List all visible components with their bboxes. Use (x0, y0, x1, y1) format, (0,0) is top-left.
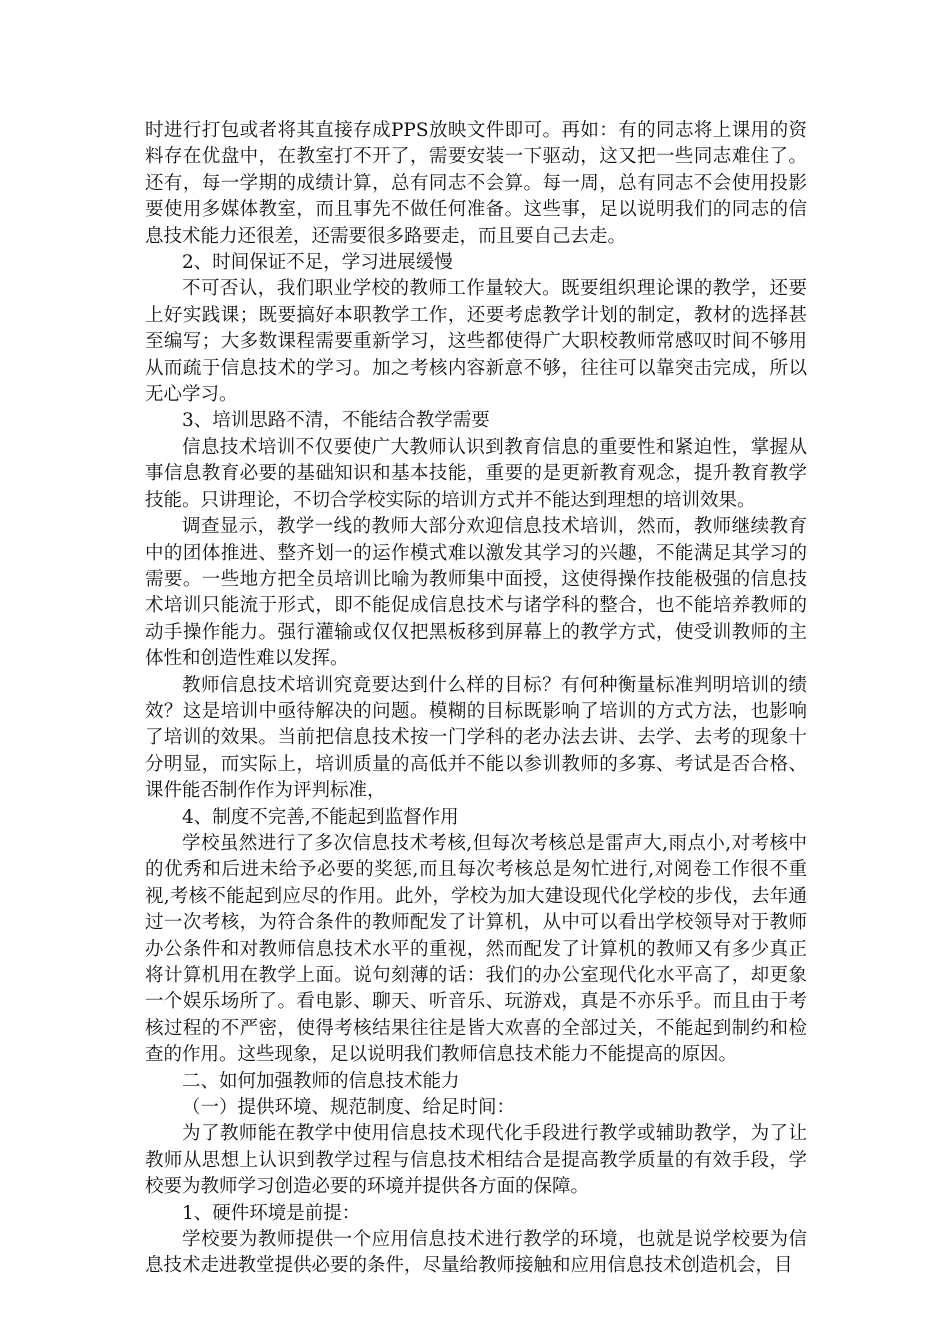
body-paragraph: 信息技术培训不仅要使广大教师认识到教育信息的重要性和紧迫性，掌握从事信息教育必要的基础知识和基本技能，重要的是更新教育观念，提升教育教学技能。只讲理论，不切合学校实际的培训方式并不能达到理想的培训效果。 (145, 436, 807, 511)
section-heading: 3、培训思路不清，不能结合教学需要 (182, 410, 490, 432)
body-paragraph: 学校要为教师提供一个应用信息技术进行教学的环境，也就是说学校要为信息技术走进教堂提供必要的条件，尽量给教师接触和应用信息技术创造机会，目 (145, 1229, 807, 1277)
body-paragraph: 为了教师能在教学中使用信息技术现代化手段进行教学或辅助教学，为了让教师从思想上认识到教学过程与信息技术相结合是提高教学质量的有效手段，学校要为教师学习创造必要的环境并提供各方面的保障。 (145, 1123, 807, 1198)
section-heading: 1、硬件环境是前提： (182, 1202, 361, 1224)
body-paragraph: 不可否认，我们职业学校的教师工作量较大。既要组织理论课的教学，还要上好实践课；既要搞好本职教学工作，还要考虑教学计划的制定，教材的选择甚至编写；大多数课程需要重新学习，这些都使得广大职校教师常感叹时间不够用从而疏于信息技术的学习。加之考核内容新意不够，往往可以靠突击完成，所以无心学习。 (145, 278, 807, 406)
body-paragraph: 调查显示，教学一线的教师大部分欢迎信息技术培训，然而，教师继续教育中的团体推进、整齐划一的运作模式难以激发其学习的兴趣，不能满足其学习的需要。一些地方把全员培训比喻为教师集中面授，这使得操作技能极强的信息技术培训只能流于形式，即不能促成信息技术与诸学科的整合，也不能培养教师的动手操作能力。强行灌输或仅仅把黑板移到屏幕上的教学方式，使受训教师的主体性和创造性难以发挥。 (145, 516, 807, 670)
section-heading: 4、制度不完善,不能起到监督作用 (182, 806, 459, 828)
document-body (145, 118, 807, 1280)
paragraph-continuation: 时进行打包或者将其直接存成PPS放映文件即可。再如：有的同志将上课用的资料存在优盘中，在教室打不开了，需要安装一下驱动，这又把一些同志难住了。还有，每一学期的成绩计算，总有同志不会算。每一周，总有同志不会使用投影要使用多媒体教室，而且事先不做任何准备。这些事，足以说明我们的同志的信息技术能力还很差，还需要很多路要走，而且要自己去走。 (145, 120, 807, 247)
subsection-heading: （一）提供环境、规范制度、给足时间： (182, 1097, 516, 1119)
body-paragraph: 学校虽然进行了多次信息技术考核,但每次考核总是雷声大,雨点小,对考核中的优秀和后进未给予必要的奖惩,而且每次考核总是匆忙进行,对阅卷工作很不重视,考核不能起到应尽的作用。此外，学校为加大建设现代化学校的步伐，去年通过一次考核，为符合条件的教师配发了计算机，从中可以看出学校领导对于教师办公条件和对教师信息技术水平的重视，然而配发了计算机的教师又有多少真正将计算机用在教学上面。说句刻薄的话：我们的办公室现代化水平高了，却更象一个娱乐场所了。看电影、聊天、听音乐、玩游戏，真是不亦乐乎。而且由于考核过程的不严密，使得考核结果往往是皆大欢喜的全部过关，不能起到制约和检查的作用。这些现象，足以说明我们教师信息技术能力不能提高的原因。 (145, 832, 807, 1066)
body-paragraph: 教师信息技术培训究竟要达到什么样的目标？有何种衡量标准判明培训的绩效？这是培训中亟待解决的问题。模糊的目标既影响了培训的方式方法，也影响了培训的效果。当前把信息技术按一门学科的老办法去讲、去学、去考的现象十分明显，而实际上，培训质量的高低并不能以参训教师的多寡、考试是否合格、课件能否制作作为评判标准， (145, 674, 807, 802)
section-heading: 二、如何加强教师的信息技术能力 (182, 1070, 460, 1092)
section-heading: 2、时间保证不足，学习进展缓慢 (182, 252, 453, 274)
